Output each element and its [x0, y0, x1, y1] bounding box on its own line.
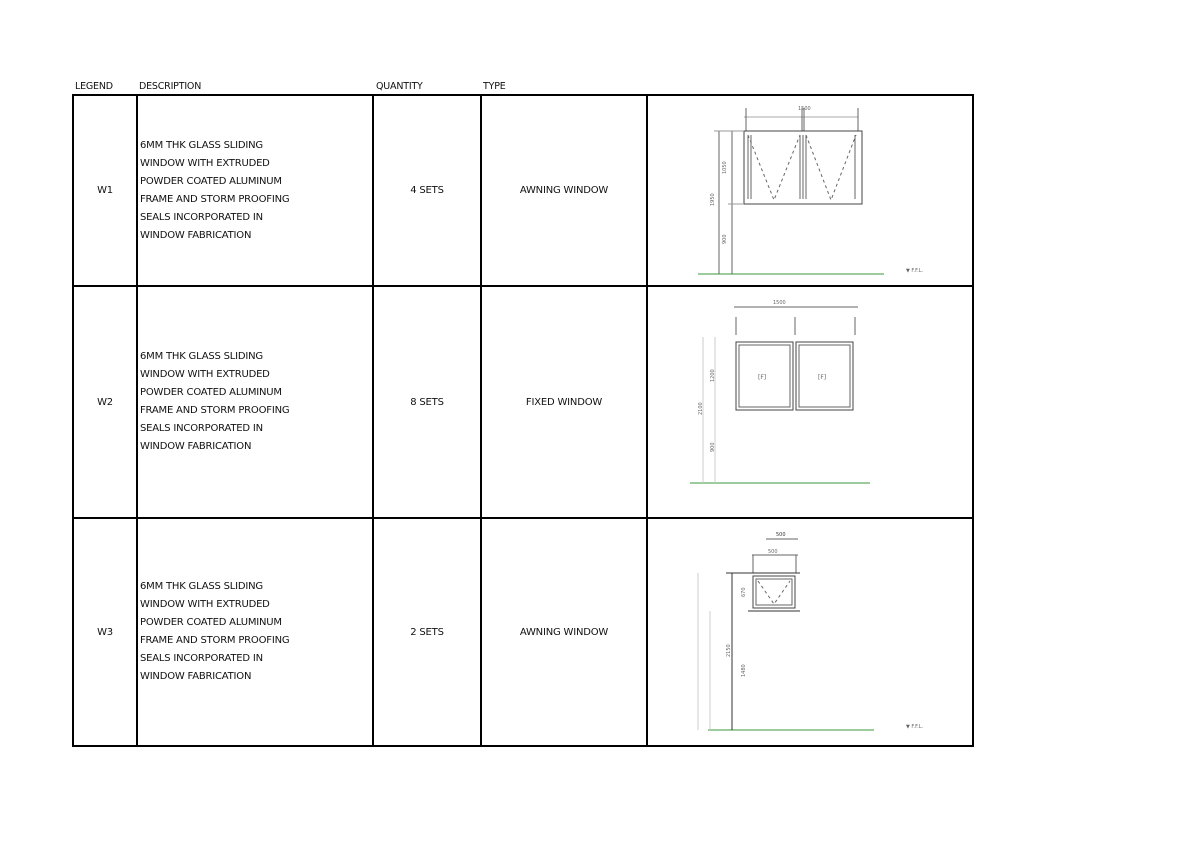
legend-cell: W1 [97, 185, 113, 196]
description-line: POWDER COATED ALUMINUM [140, 617, 282, 628]
header-quantity: QUANTITY [376, 81, 423, 92]
description-line: 6MM THK GLASS SLIDING [140, 139, 263, 151]
quantity-cell: 4 SETS [410, 185, 444, 196]
window-schedule-table [72, 94, 974, 747]
description-line: WINDOW WITH EXTRUDED [140, 369, 270, 380]
type-cell: FIXED WINDOW [525, 396, 603, 408]
table-row [74, 517, 972, 745]
description-line: 6MM THK GLASS SLIDING [140, 351, 263, 362]
svg-text:1500: 1500 [798, 106, 811, 112]
svg-text:▼ F.F.L.: ▼ F.F.L. [906, 268, 924, 274]
svg-text:2100: 2100 [698, 402, 704, 415]
svg-text:500: 500 [768, 549, 778, 555]
fixed-window-elevation-drawing [648, 287, 972, 517]
svg-text:1480: 1480 [741, 664, 747, 677]
awning-window-elevation-drawing [648, 96, 972, 283]
header-description: DESCRIPTION [139, 81, 202, 92]
description-line: WINDOW FABRICATION [140, 229, 252, 241]
svg-text:500: 500 [776, 532, 786, 538]
svg-text:670: 670 [741, 587, 747, 597]
description-cell [138, 519, 374, 745]
description-line: SEALS INCORPORATED IN [140, 211, 263, 223]
description-line: FRAME AND STORM PROOFING [140, 193, 290, 205]
description-line: POWDER COATED ALUMINUM [140, 387, 282, 398]
description-line: WINDOW WITH EXTRUDED [140, 157, 270, 169]
type-cell: AWNING WINDOW [519, 185, 609, 196]
description-line: 6MM THK GLASS SLIDING [140, 581, 263, 592]
svg-text:1050: 1050 [722, 161, 728, 174]
description-cell [138, 287, 374, 517]
svg-text:[F]: [F] [758, 374, 767, 381]
legend-cell: W2 [97, 396, 113, 408]
description-line: WINDOW FABRICATION [140, 671, 252, 682]
description-line: SEALS INCORPORATED IN [140, 653, 263, 664]
quantity-cell: 8 SETS [410, 396, 444, 408]
description-cell [138, 96, 374, 285]
svg-text:▼ F.F.L.: ▼ F.F.L. [906, 724, 924, 730]
awning-window-elevation-drawing [648, 519, 972, 745]
svg-text:900: 900 [722, 234, 728, 244]
description-line: FRAME AND STORM PROOFING [140, 405, 290, 416]
svg-text:1200: 1200 [710, 369, 716, 382]
legend-cell: W3 [97, 626, 113, 638]
table-row [74, 96, 972, 285]
description-line: WINDOW WITH EXTRUDED [140, 599, 270, 610]
description-line: WINDOW FABRICATION [140, 441, 252, 452]
description-line: FRAME AND STORM PROOFING [140, 635, 290, 646]
quantity-cell: 2 SETS [410, 626, 444, 638]
svg-text:1500: 1500 [773, 300, 786, 306]
header-legend: LEGEND [75, 81, 113, 92]
description-line: POWDER COATED ALUMINUM [140, 175, 282, 187]
svg-text:[F]: [F] [818, 374, 827, 381]
svg-text:1950: 1950 [710, 193, 716, 206]
header-type: TYPE [483, 81, 506, 92]
svg-text:2150: 2150 [726, 644, 732, 657]
svg-text:900: 900 [710, 442, 716, 452]
table-row [74, 285, 972, 517]
type-cell: AWNING WINDOW [519, 626, 609, 638]
description-line: SEALS INCORPORATED IN [140, 423, 263, 434]
